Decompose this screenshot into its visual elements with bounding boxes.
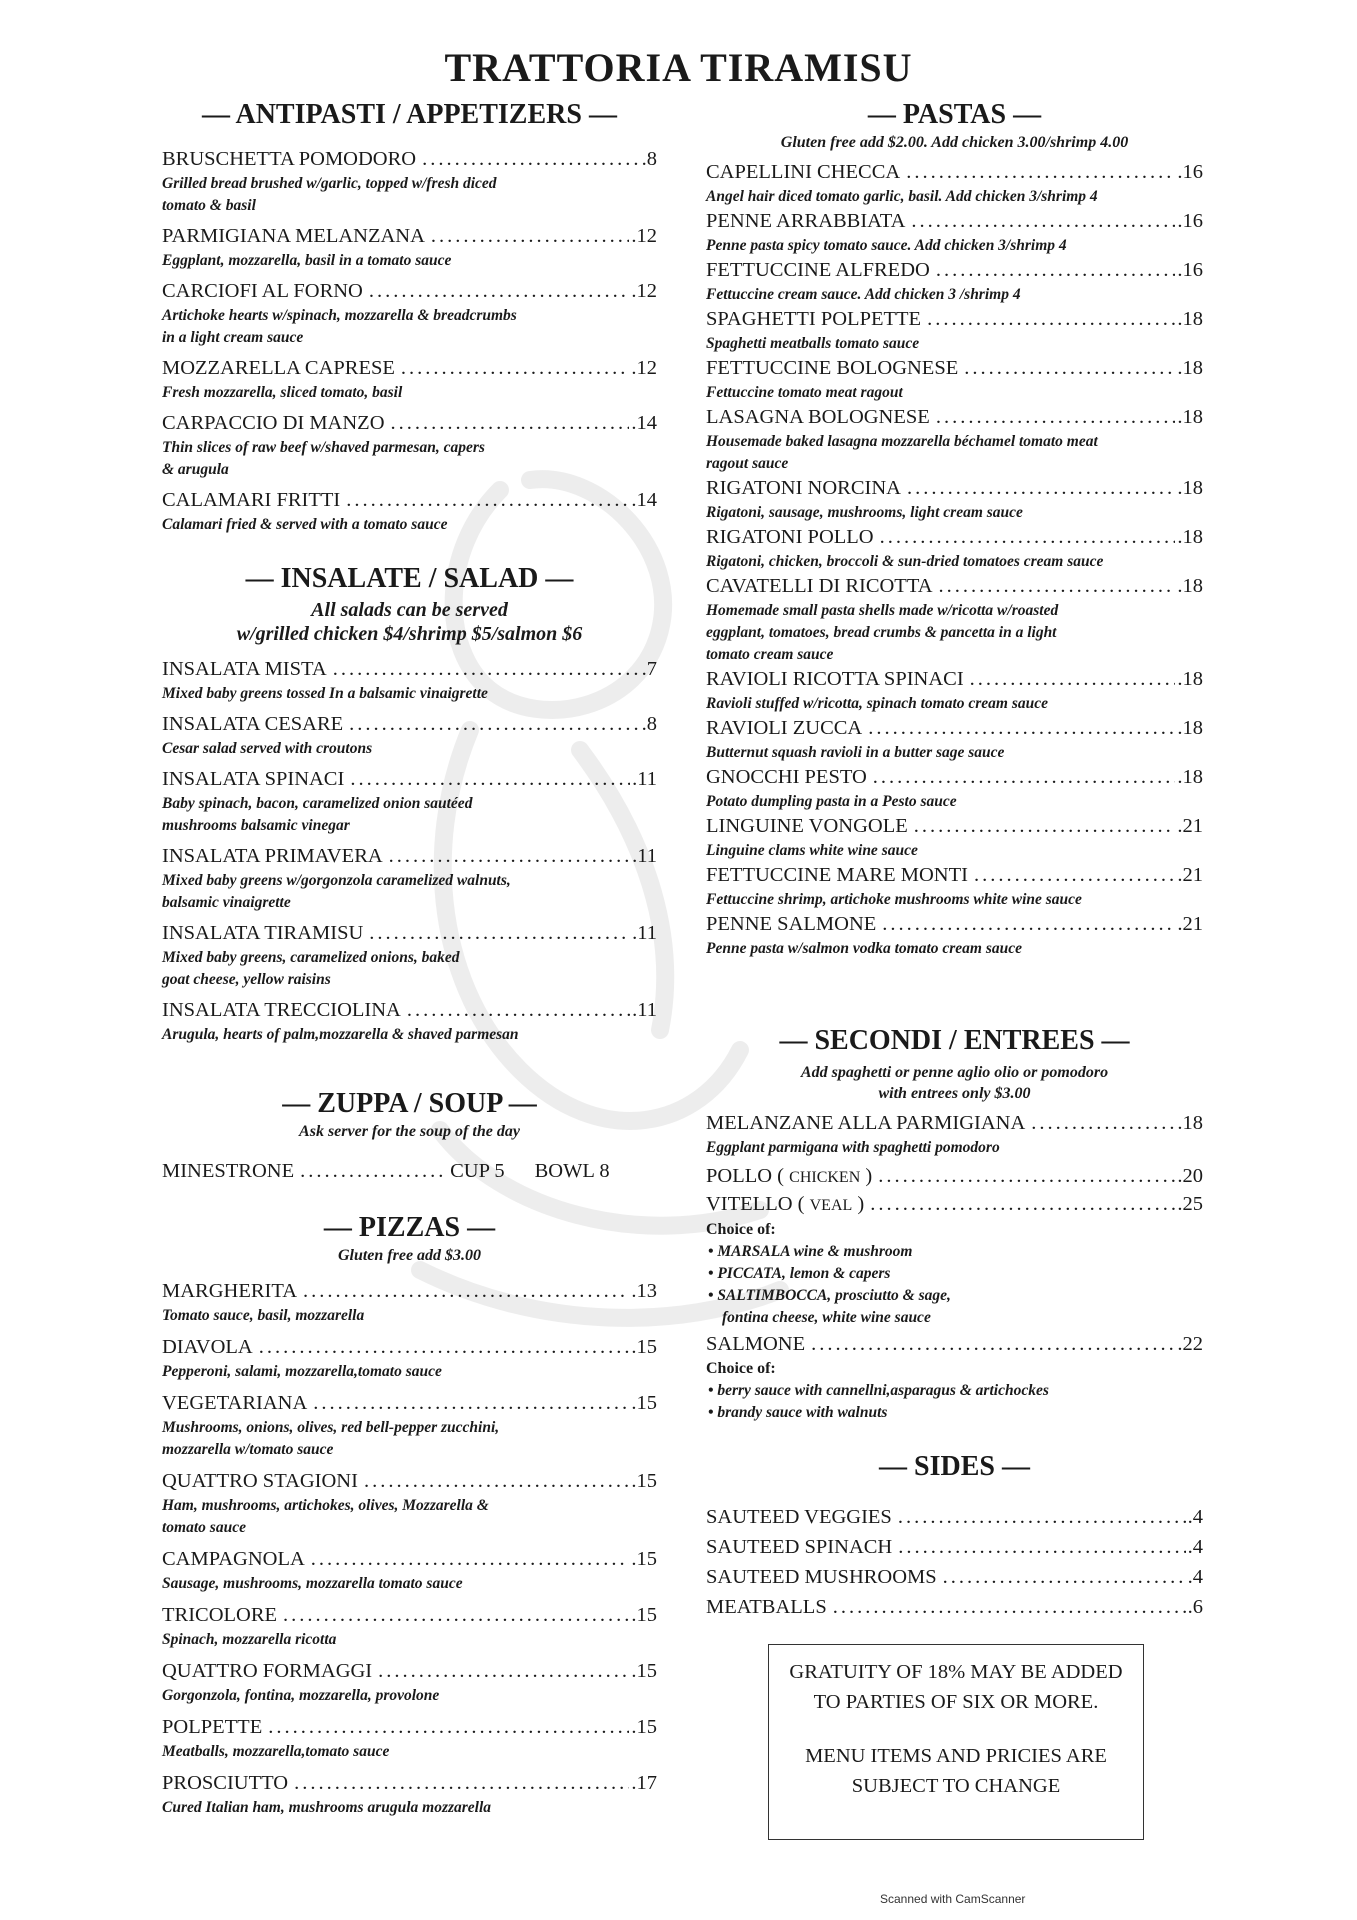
dot-leader bbox=[907, 475, 1175, 502]
dot-leader bbox=[303, 1278, 629, 1305]
dot-leader bbox=[1031, 1110, 1175, 1137]
restaurant-title: TRATTORIA TIRAMISU bbox=[444, 45, 913, 90]
item-price: .18 bbox=[1177, 575, 1203, 597]
dot-leader bbox=[882, 911, 1175, 938]
item-name: CARPACCIO DI MANZO bbox=[162, 412, 385, 434]
menu-item bbox=[706, 666, 1203, 715]
menu-item bbox=[706, 911, 1203, 960]
dot-leader bbox=[943, 1564, 1186, 1591]
item-name: FETTUCCINE MARE MONTI bbox=[706, 864, 968, 886]
dot-leader bbox=[401, 355, 629, 382]
menu-item bbox=[162, 278, 657, 349]
item-name: CARCIOFI AL FORNO bbox=[162, 280, 363, 302]
dot-leader bbox=[283, 1602, 629, 1629]
choice-item: • PICCATA, lemon & capers bbox=[708, 1265, 891, 1282]
minestrone-bowl-price: BOWL 8 bbox=[534, 1160, 610, 1182]
item-name: INSALATA TIRAMISU bbox=[162, 922, 364, 944]
minestrone-item bbox=[162, 1158, 657, 1185]
item-name: QUATTRO FORMAGGI bbox=[162, 1660, 373, 1682]
sides-list bbox=[706, 1504, 1203, 1621]
menu-item bbox=[162, 1390, 657, 1461]
item-name: RIGATONI POLLO bbox=[706, 526, 874, 548]
antipasti-heading: — ANTIPASTI / APPETIZERS — bbox=[202, 99, 617, 130]
item-price: .16 bbox=[1177, 210, 1203, 232]
notice-line: SUBJECT TO CHANGE bbox=[851, 1775, 1061, 1797]
dot-leader bbox=[407, 997, 630, 1024]
item-name: PARMIGIANA MELANZANA bbox=[162, 225, 425, 247]
item-price: .16 bbox=[1177, 161, 1203, 183]
item-price: .11 bbox=[632, 845, 657, 867]
item-price: .18 bbox=[1177, 717, 1203, 739]
item-price: .21 bbox=[1177, 815, 1203, 837]
menu-item bbox=[706, 1191, 1203, 1329]
item-description: Meatballs, mozzarella,tomato sauce bbox=[162, 1743, 390, 1760]
item-price: .11 bbox=[632, 999, 657, 1021]
item-name: SALMONE bbox=[706, 1333, 806, 1355]
pastas-note: Gluten free add $2.00. Add chicken 3.00/shrimp 4.00 bbox=[780, 134, 1129, 151]
item-description: Spinach, mozzarella ricotta bbox=[162, 1631, 337, 1648]
item-name: CAVATELLI DI RICOTTA bbox=[706, 575, 933, 597]
menu-item bbox=[706, 1163, 1203, 1191]
menu-item bbox=[706, 475, 1203, 524]
dot-leader bbox=[927, 306, 1175, 333]
dot-leader bbox=[350, 766, 630, 793]
dot-leader bbox=[970, 666, 1176, 693]
sides-heading: — SIDES — bbox=[879, 1451, 1030, 1482]
antipasti-list bbox=[162, 146, 657, 536]
item-price: .14 bbox=[631, 412, 657, 434]
item-description: Penne pasta w/salmon vodka tomato cream sauce bbox=[706, 940, 1023, 957]
menu-item bbox=[162, 1546, 657, 1595]
item-name: INSALATA TRECCIOLINA bbox=[162, 999, 401, 1021]
zuppa-section bbox=[162, 1087, 657, 1185]
item-price: .14 bbox=[631, 489, 657, 511]
dot-leader bbox=[898, 1534, 1185, 1561]
item-description: Cured Italian ham, mushrooms arugula mozzarella bbox=[162, 1799, 492, 1816]
item-price: .12 bbox=[631, 357, 657, 379]
item-price: .8 bbox=[641, 148, 657, 170]
dot-leader bbox=[389, 843, 630, 870]
scanner-footer: Scanned with CamScanner bbox=[880, 1892, 1026, 1906]
menu-item bbox=[162, 1468, 657, 1539]
menu-item bbox=[706, 764, 1203, 813]
dot-leader bbox=[898, 1504, 1186, 1531]
menu-item bbox=[162, 656, 657, 705]
dot-leader bbox=[313, 1390, 629, 1417]
item-description: Fettuccine cream sauce. Add chicken 3 /shrimp 4 bbox=[706, 286, 1021, 303]
zuppa-note: Ask server for the soup of the day bbox=[299, 1123, 520, 1140]
item-name: BRUSCHETTA POMODORO bbox=[162, 148, 417, 170]
item-description: Potato dumpling pasta in a Pesto sauce bbox=[706, 793, 957, 810]
item-description: Mixed baby greens tossed In a balsamic vinaigrette bbox=[162, 685, 488, 702]
item-name: SAUTEED MUSHROOMS bbox=[706, 1566, 937, 1588]
item-name: QUATTRO STAGIONI bbox=[162, 1470, 358, 1492]
choice-item: • brandy sauce with walnuts bbox=[708, 1404, 888, 1421]
menu-item bbox=[706, 715, 1203, 764]
pastas-list bbox=[706, 159, 1203, 960]
pizzas-list bbox=[162, 1278, 657, 1819]
menu-item bbox=[162, 223, 657, 272]
dot-leader bbox=[346, 487, 629, 514]
item-description: Mushrooms, onions, olives, red bell-pepper zucchini, mozzarella w/tomato sauce bbox=[162, 1419, 500, 1458]
item-price: .22 bbox=[1177, 1333, 1203, 1355]
pizzas-note: Gluten free add $3.00 bbox=[337, 1247, 482, 1264]
item-price: .21 bbox=[1177, 864, 1203, 886]
dot-leader bbox=[974, 862, 1175, 889]
dot-leader bbox=[268, 1714, 629, 1741]
item-name: TRICOLORE bbox=[162, 1604, 278, 1626]
item-description: Fettuccine shrimp, artichoke mushrooms white wine sauce bbox=[706, 891, 1082, 908]
minestrone-cup-price: CUP 5 bbox=[450, 1160, 505, 1182]
menu-item bbox=[706, 1564, 1203, 1591]
item-description: Penne pasta spicy tomato sauce. Add chicken 3/shrimp 4 bbox=[706, 237, 1067, 254]
dot-leader bbox=[259, 1334, 630, 1361]
item-price: .15 bbox=[631, 1470, 657, 1492]
choice-heading: Choice of: bbox=[706, 1360, 776, 1377]
item-name: MOZZARELLA CAPRESE bbox=[162, 357, 395, 379]
item-price: .18 bbox=[1177, 357, 1203, 379]
choice-heading: Choice of: bbox=[706, 1221, 776, 1238]
item-price: .15 bbox=[631, 1716, 657, 1738]
dot-leader bbox=[870, 1191, 1175, 1218]
menu-item bbox=[162, 410, 657, 481]
dot-leader bbox=[911, 208, 1175, 235]
item-price: .13 bbox=[631, 1280, 657, 1302]
secondi-list bbox=[706, 1110, 1203, 1424]
item-name: RIGATONI NORCINA bbox=[706, 477, 901, 499]
vitello-choices bbox=[706, 1241, 1203, 1329]
item-price: .15 bbox=[631, 1660, 657, 1682]
item-description: Pepperoni, salami, mozzarella,tomato sauce bbox=[162, 1363, 442, 1380]
item-price: .16 bbox=[1177, 259, 1203, 281]
dot-leader bbox=[964, 355, 1175, 382]
dot-leader bbox=[906, 159, 1175, 186]
salmone-choices bbox=[706, 1380, 1203, 1424]
dot-leader bbox=[369, 920, 630, 947]
item-name: INSALATA CESARE bbox=[162, 713, 344, 735]
menu-item bbox=[706, 257, 1203, 306]
menu-item bbox=[706, 862, 1203, 911]
menu-item bbox=[706, 1331, 1203, 1424]
item-name: SAUTEED VEGGIES bbox=[706, 1506, 892, 1528]
item-description: Gorgonzola, fontina, mozzarella, provolone bbox=[162, 1687, 440, 1704]
menu-item bbox=[706, 1534, 1203, 1561]
item-price: .17 bbox=[631, 1772, 657, 1794]
item-price: .18 bbox=[1177, 1112, 1203, 1134]
dot-leader bbox=[868, 715, 1175, 742]
item-price: .7 bbox=[641, 658, 657, 680]
menu-item bbox=[162, 487, 657, 536]
menu-item bbox=[162, 146, 657, 217]
menu-item bbox=[706, 404, 1203, 475]
item-name: FETTUCCINE BOLOGNESE bbox=[706, 357, 959, 379]
choice-item: • SALTIMBOCCA, prosciutto & sage, bbox=[708, 1287, 951, 1304]
menu-item bbox=[706, 813, 1203, 862]
item-name: POLLO ( CHICKEN ) bbox=[706, 1165, 873, 1187]
item-description: Eggplant parmigana with spaghetti pomodoro bbox=[706, 1139, 1000, 1156]
notice-line: TO PARTIES OF SIX OR MORE. bbox=[813, 1691, 1099, 1713]
item-price: .18 bbox=[1177, 526, 1203, 548]
item-name: SAUTEED SPINACH bbox=[706, 1536, 893, 1558]
item-price: .4 bbox=[1187, 1506, 1203, 1528]
item-description: Fresh mozzarella, sliced tomato, basil bbox=[162, 384, 403, 401]
item-name: LASAGNA BOLOGNESE bbox=[706, 406, 930, 428]
secondi-section bbox=[706, 1024, 1203, 1424]
item-description: Homemade small pasta shells made w/ricotta w/roasted eggplant, tomatoes, bread crumbs & pancetta in a light tomato cream sauce bbox=[706, 602, 1059, 663]
item-name: INSALATA SPINACI bbox=[162, 768, 345, 790]
dot-leader bbox=[364, 1468, 629, 1495]
insalate-heading: — INSALATE / SALAD — bbox=[245, 563, 574, 594]
item-price: .4 bbox=[1187, 1566, 1203, 1588]
dot-leader bbox=[936, 404, 1176, 431]
item-price: .18 bbox=[1177, 308, 1203, 330]
item-name: PENNE SALMONE bbox=[706, 913, 877, 935]
item-description: Linguine clams white wine sauce bbox=[706, 842, 918, 859]
sides-section bbox=[706, 1450, 1203, 1621]
item-description: Butternut squash ravioli in a butter sage sauce bbox=[706, 744, 1005, 761]
dot-leader bbox=[833, 1594, 1186, 1621]
item-description: Cesar salad served with croutons bbox=[162, 740, 373, 757]
item-description: Artichoke hearts w/spinach, mozzarella & breadcrumbs in a light cream sauce bbox=[162, 307, 517, 346]
dot-leader bbox=[300, 1158, 446, 1185]
item-description: Mixed baby greens w/gorgonzola caramelized walnuts, balsamic vinaigrette bbox=[162, 872, 511, 911]
item-price: .18 bbox=[1177, 766, 1203, 788]
item-description: Fettuccine tomato meat ragout bbox=[706, 384, 903, 401]
menu-item bbox=[162, 1278, 657, 1327]
dot-leader bbox=[873, 764, 1176, 791]
menu-item bbox=[162, 711, 657, 760]
item-price: .15 bbox=[631, 1604, 657, 1626]
dot-leader bbox=[914, 813, 1176, 840]
item-name: GNOCCHI PESTO bbox=[706, 766, 867, 788]
menu-item bbox=[162, 766, 657, 837]
item-description: Arugula, hearts of palm,mozzarella & shaved parmesan bbox=[162, 1026, 519, 1043]
dot-leader bbox=[391, 410, 630, 437]
item-description: Ham, mushrooms, artichokes, olives, Mozzarella & tomato sauce bbox=[162, 1497, 489, 1536]
notice-line: MENU ITEMS AND PRICIES ARE bbox=[805, 1745, 1107, 1767]
item-name: VEGETARIANA bbox=[162, 1392, 308, 1414]
item-description: Eggplant, mozzarella, basil in a tomato sauce bbox=[162, 252, 452, 269]
dot-leader bbox=[431, 223, 629, 250]
notice-box bbox=[768, 1644, 1144, 1840]
item-price: .20 bbox=[1177, 1165, 1203, 1187]
item-name: CALAMARI FRITTI bbox=[162, 489, 341, 511]
menu-item bbox=[706, 306, 1203, 355]
item-name: POLPETTE bbox=[162, 1716, 263, 1738]
dot-leader bbox=[811, 1331, 1175, 1358]
menu-item bbox=[706, 159, 1203, 208]
menu-item bbox=[162, 1770, 657, 1819]
pastas-heading: — PASTAS — bbox=[867, 99, 1042, 130]
item-name: SPAGHETTI POLPETTE bbox=[706, 308, 922, 330]
item-price: .11 bbox=[632, 922, 657, 944]
item-price: .6 bbox=[1187, 1596, 1203, 1618]
item-description: Thin slices of raw beef w/shaved parmesan, capers & arugula bbox=[162, 439, 485, 478]
item-price: .21 bbox=[1177, 913, 1203, 935]
item-name: VITELLO ( VEAL ) bbox=[706, 1193, 865, 1215]
item-price: .4 bbox=[1187, 1536, 1203, 1558]
pizzas-section bbox=[162, 1211, 657, 1819]
item-price: .11 bbox=[632, 768, 657, 790]
menu-item bbox=[706, 1504, 1203, 1531]
zuppa-heading: — ZUPPA / SOUP — bbox=[282, 1088, 537, 1119]
item-name: MARGHERITA bbox=[162, 1280, 298, 1302]
dot-leader bbox=[311, 1546, 630, 1573]
item-description: Calamari fried & served with a tomato sauce bbox=[162, 516, 448, 533]
choice-item: • berry sauce with cannellni,asparagus & artichockes bbox=[708, 1382, 1049, 1399]
item-price: .12 bbox=[631, 280, 657, 302]
dot-leader bbox=[939, 573, 1176, 600]
menu-item bbox=[162, 843, 657, 914]
menu-item bbox=[706, 573, 1203, 666]
item-price: .15 bbox=[631, 1548, 657, 1570]
pizzas-heading: — PIZZAS — bbox=[323, 1212, 496, 1243]
item-description: Rigatoni, chicken, broccoli & sun-dried tomatoes cream sauce bbox=[706, 553, 1104, 570]
item-name: CAPELLINI CHECCA bbox=[706, 161, 901, 183]
dot-leader bbox=[880, 524, 1176, 551]
item-price: .25 bbox=[1177, 1193, 1203, 1215]
notice-line: GRATUITY OF 18% MAY BE ADDED bbox=[789, 1661, 1123, 1683]
menu-item bbox=[706, 524, 1203, 573]
item-name: LINGUINE VONGOLE bbox=[706, 815, 908, 837]
item-price: .15 bbox=[631, 1392, 657, 1414]
insalate-section bbox=[162, 562, 657, 1046]
item-description: Angel hair diced tomato garlic, basil. Add chicken 3/shrimp 4 bbox=[706, 188, 1098, 205]
item-description: Grilled bread brushed w/garlic, topped w/fresh diced tomato & basil bbox=[162, 175, 497, 214]
item-name: PROSCIUTTO bbox=[162, 1772, 289, 1794]
antipasti-section bbox=[162, 98, 657, 536]
menu-item bbox=[162, 920, 657, 991]
item-description: Ravioli stuffed w/ricotta, spinach tomato cream sauce bbox=[706, 695, 1049, 712]
item-name: MELANZANE ALLA PARMIGIANA bbox=[706, 1112, 1026, 1134]
item-name: INSALATA PRIMAVERA bbox=[162, 845, 383, 867]
item-name: DIAVOLA bbox=[162, 1336, 253, 1358]
secondi-heading: — SECONDI / ENTREES — bbox=[779, 1025, 1130, 1056]
dot-leader bbox=[936, 257, 1176, 284]
dot-leader bbox=[333, 656, 640, 683]
menu-item bbox=[162, 1714, 657, 1763]
item-description: Tomato sauce, basil, mozzarella bbox=[162, 1307, 365, 1324]
item-price: .12 bbox=[631, 225, 657, 247]
item-description: Baby spinach, bacon, caramelized onion sautéed mushrooms balsamic vinegar bbox=[162, 795, 473, 834]
item-price: .15 bbox=[631, 1336, 657, 1358]
item-name: MEATBALLS bbox=[706, 1596, 827, 1618]
item-description: Spaghetti meatballs tomato sauce bbox=[706, 335, 920, 352]
menu-item bbox=[706, 355, 1203, 404]
choice-item: • MARSALA wine & mushroom bbox=[708, 1243, 913, 1260]
item-description: Sausage, mushrooms, mozzarella tomato sauce bbox=[162, 1575, 463, 1592]
item-price: .8 bbox=[641, 713, 657, 735]
menu-item bbox=[162, 1334, 657, 1383]
menu-item bbox=[162, 1658, 657, 1707]
menu-item bbox=[706, 208, 1203, 257]
dot-leader bbox=[422, 146, 640, 173]
item-description: Housemade baked lasagna mozzarella béchamel tomato meat ragout sauce bbox=[706, 433, 1098, 472]
menu-item bbox=[706, 1594, 1203, 1621]
choice-item: fontina cheese, white wine sauce bbox=[722, 1309, 931, 1326]
insalate-list bbox=[162, 656, 657, 1046]
dot-leader bbox=[878, 1163, 1175, 1190]
pastas-section bbox=[706, 98, 1203, 960]
item-name: RAVIOLI RICOTTA SPINACI bbox=[706, 668, 964, 690]
dot-leader bbox=[294, 1770, 629, 1797]
item-name: PENNE ARRABBIATA bbox=[706, 210, 906, 232]
menu-item bbox=[706, 1110, 1203, 1159]
dot-leader bbox=[378, 1658, 629, 1685]
menu-item bbox=[162, 1602, 657, 1651]
item-name: INSALATA MISTA bbox=[162, 658, 327, 680]
dot-leader bbox=[369, 278, 630, 305]
item-description: Mixed baby greens, caramelized onions, baked goat cheese, yellow raisins bbox=[162, 949, 460, 988]
dot-leader bbox=[349, 711, 639, 738]
item-price: .18 bbox=[1177, 477, 1203, 499]
item-price: .18 bbox=[1177, 668, 1203, 690]
item-name: RAVIOLI ZUCCA bbox=[706, 717, 863, 739]
menu-item bbox=[162, 355, 657, 404]
minestrone-name: MINESTRONE bbox=[162, 1160, 295, 1182]
menu-item bbox=[162, 997, 657, 1046]
item-name: FETTUCCINE ALFREDO bbox=[706, 259, 930, 281]
item-name: CAMPAGNOLA bbox=[162, 1548, 305, 1570]
item-price: .18 bbox=[1177, 406, 1203, 428]
insalate-note: All salads can be served w/grilled chicken $4/shrimp $5/salmon $6 bbox=[236, 599, 583, 645]
secondi-note: Add spaghetti or penne aglio olio or pomodoro with entrees only $3.00 bbox=[800, 1064, 1109, 1102]
item-description: Rigatoni, sausage, mushrooms, light cream sauce bbox=[706, 504, 1023, 521]
